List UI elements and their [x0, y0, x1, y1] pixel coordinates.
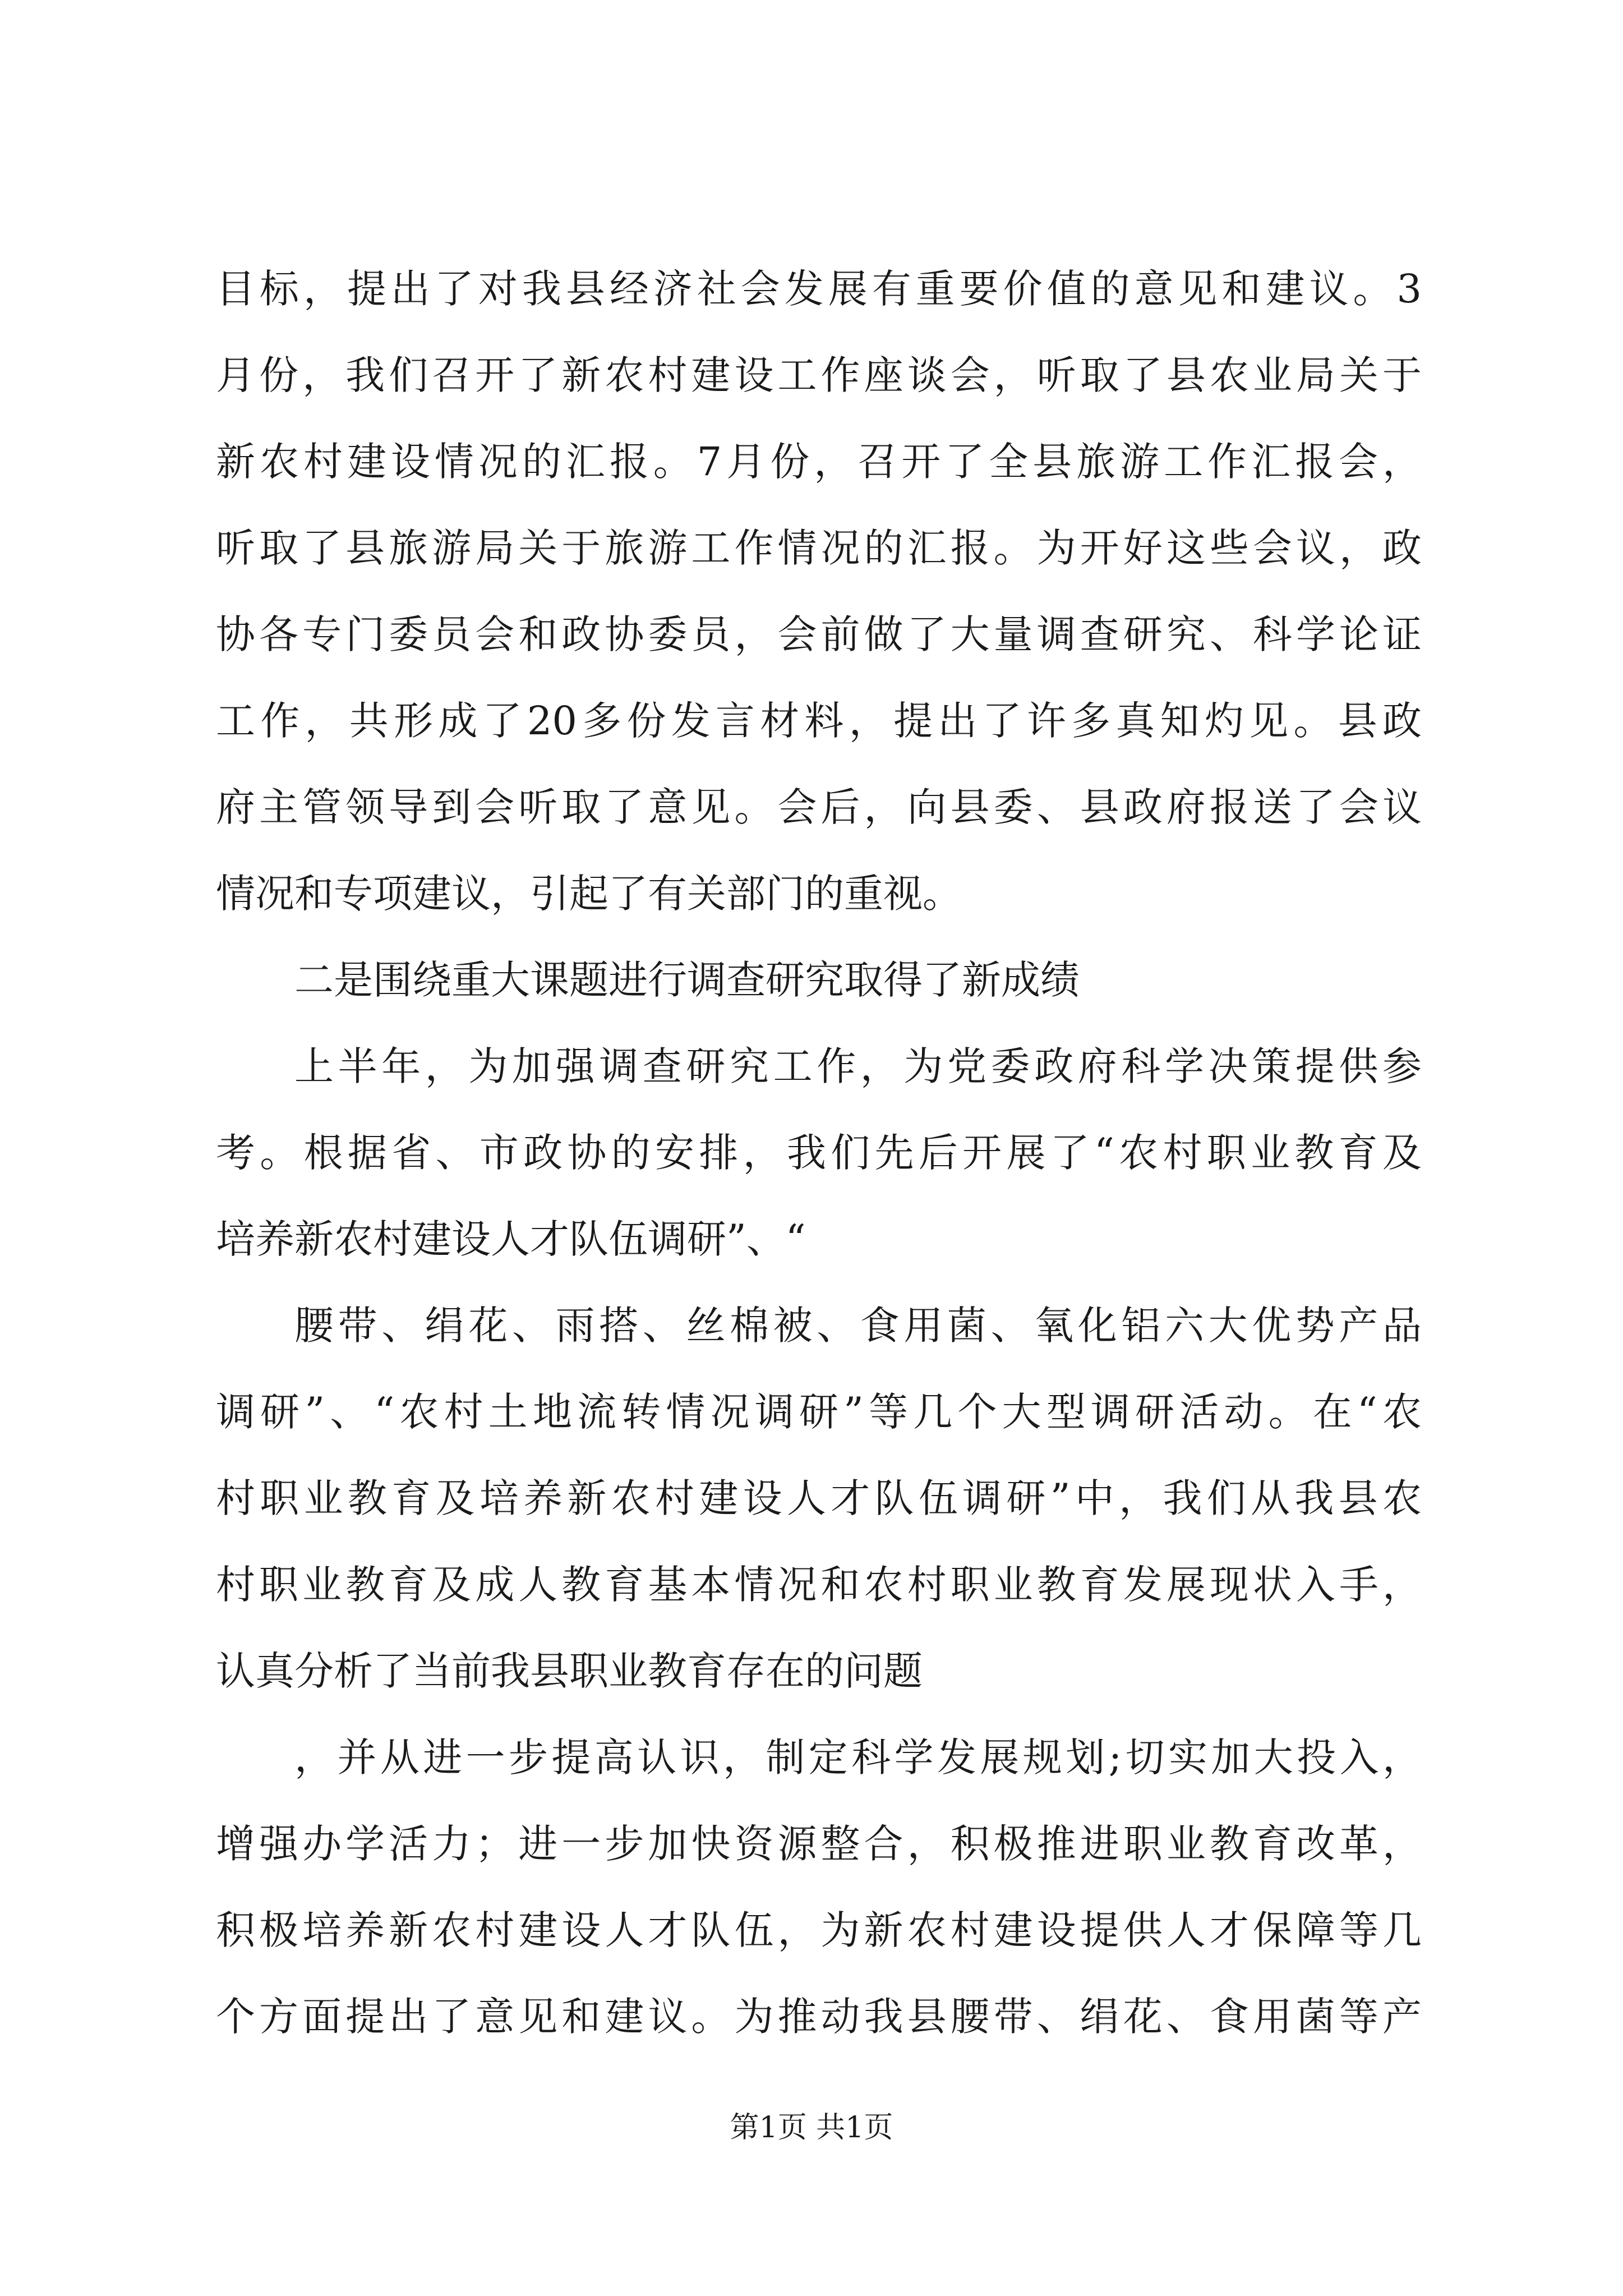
text-line: ，并从进一步提高认识，制定科学发展规划;切实加大投入， [294, 1734, 1422, 1780]
text-line: 工作，共形成了20多份发言材料，提出了许多真知灼见。县政 [216, 698, 1422, 744]
text-line: 目标，提出了对我县经济社会发展有重要价值的意见和建议。3 [216, 266, 1422, 312]
section-heading: 二是围绕重大课题进行调查研究取得了新成绩 [294, 957, 1080, 1003]
text-line: 个方面提出了意见和建议。为推动我县腰带、绢花、食用菌等产 [216, 1994, 1422, 2040]
text-line: 听取了县旅游局关于旅游工作情况的汇报。为开好这些会议，政 [216, 525, 1422, 571]
text-line: 积极培养新农村建设人才队伍，为新农村建设提供人才保障等几 [216, 1907, 1422, 1953]
text-line: 考。根据省、市政协的安排，我们先后开展了“农村职业教育及 [216, 1130, 1422, 1176]
text-line: 月份，我们召开了新农村建设工作座谈会，听取了县农业局关于 [216, 352, 1422, 398]
text-line: 情况和专项建议，引起了有关部门的重视。 [216, 871, 962, 917]
page-number: 第1页 共1页 [730, 2111, 893, 2145]
text-line: 增强办学活力；进一步加快资源整合，积极推进职业教育改革， [216, 1821, 1422, 1867]
text-line: 调研”、“农村土地流转情况调研”等几个大型调研活动。在“农 [216, 1389, 1422, 1435]
text-line: 新农村建设情况的汇报。7月份，召开了全县旅游工作汇报会， [216, 439, 1422, 485]
document-body [216, 261, 1422, 2075]
text-line: 上半年，为加强调查研究工作，为党委政府科学决策提供参 [294, 1043, 1422, 1089]
text-line: 府主管领导到会听取了意见。会后，向县委、县政府报送了会议 [216, 784, 1422, 830]
text-line: 认真分析了当前我县职业教育存在的问题 [216, 1648, 923, 1694]
text-line: 培养新农村建设人才队伍调研”、“ [216, 1216, 806, 1262]
text-line: 协各专门委员会和政协委员，会前做了大量调查研究、科学论证 [216, 611, 1422, 657]
text-line: 村职业教育及成人教育基本情况和农村职业教育发展现状入手， [216, 1562, 1422, 1608]
text-line: 腰带、绢花、雨搭、丝棉被、食用菌、氧化铝六大优势产品 [294, 1303, 1422, 1349]
text-line: 村职业教育及培养新农村建设人才队伍调研”中，我们从我县农 [216, 1475, 1422, 1521]
